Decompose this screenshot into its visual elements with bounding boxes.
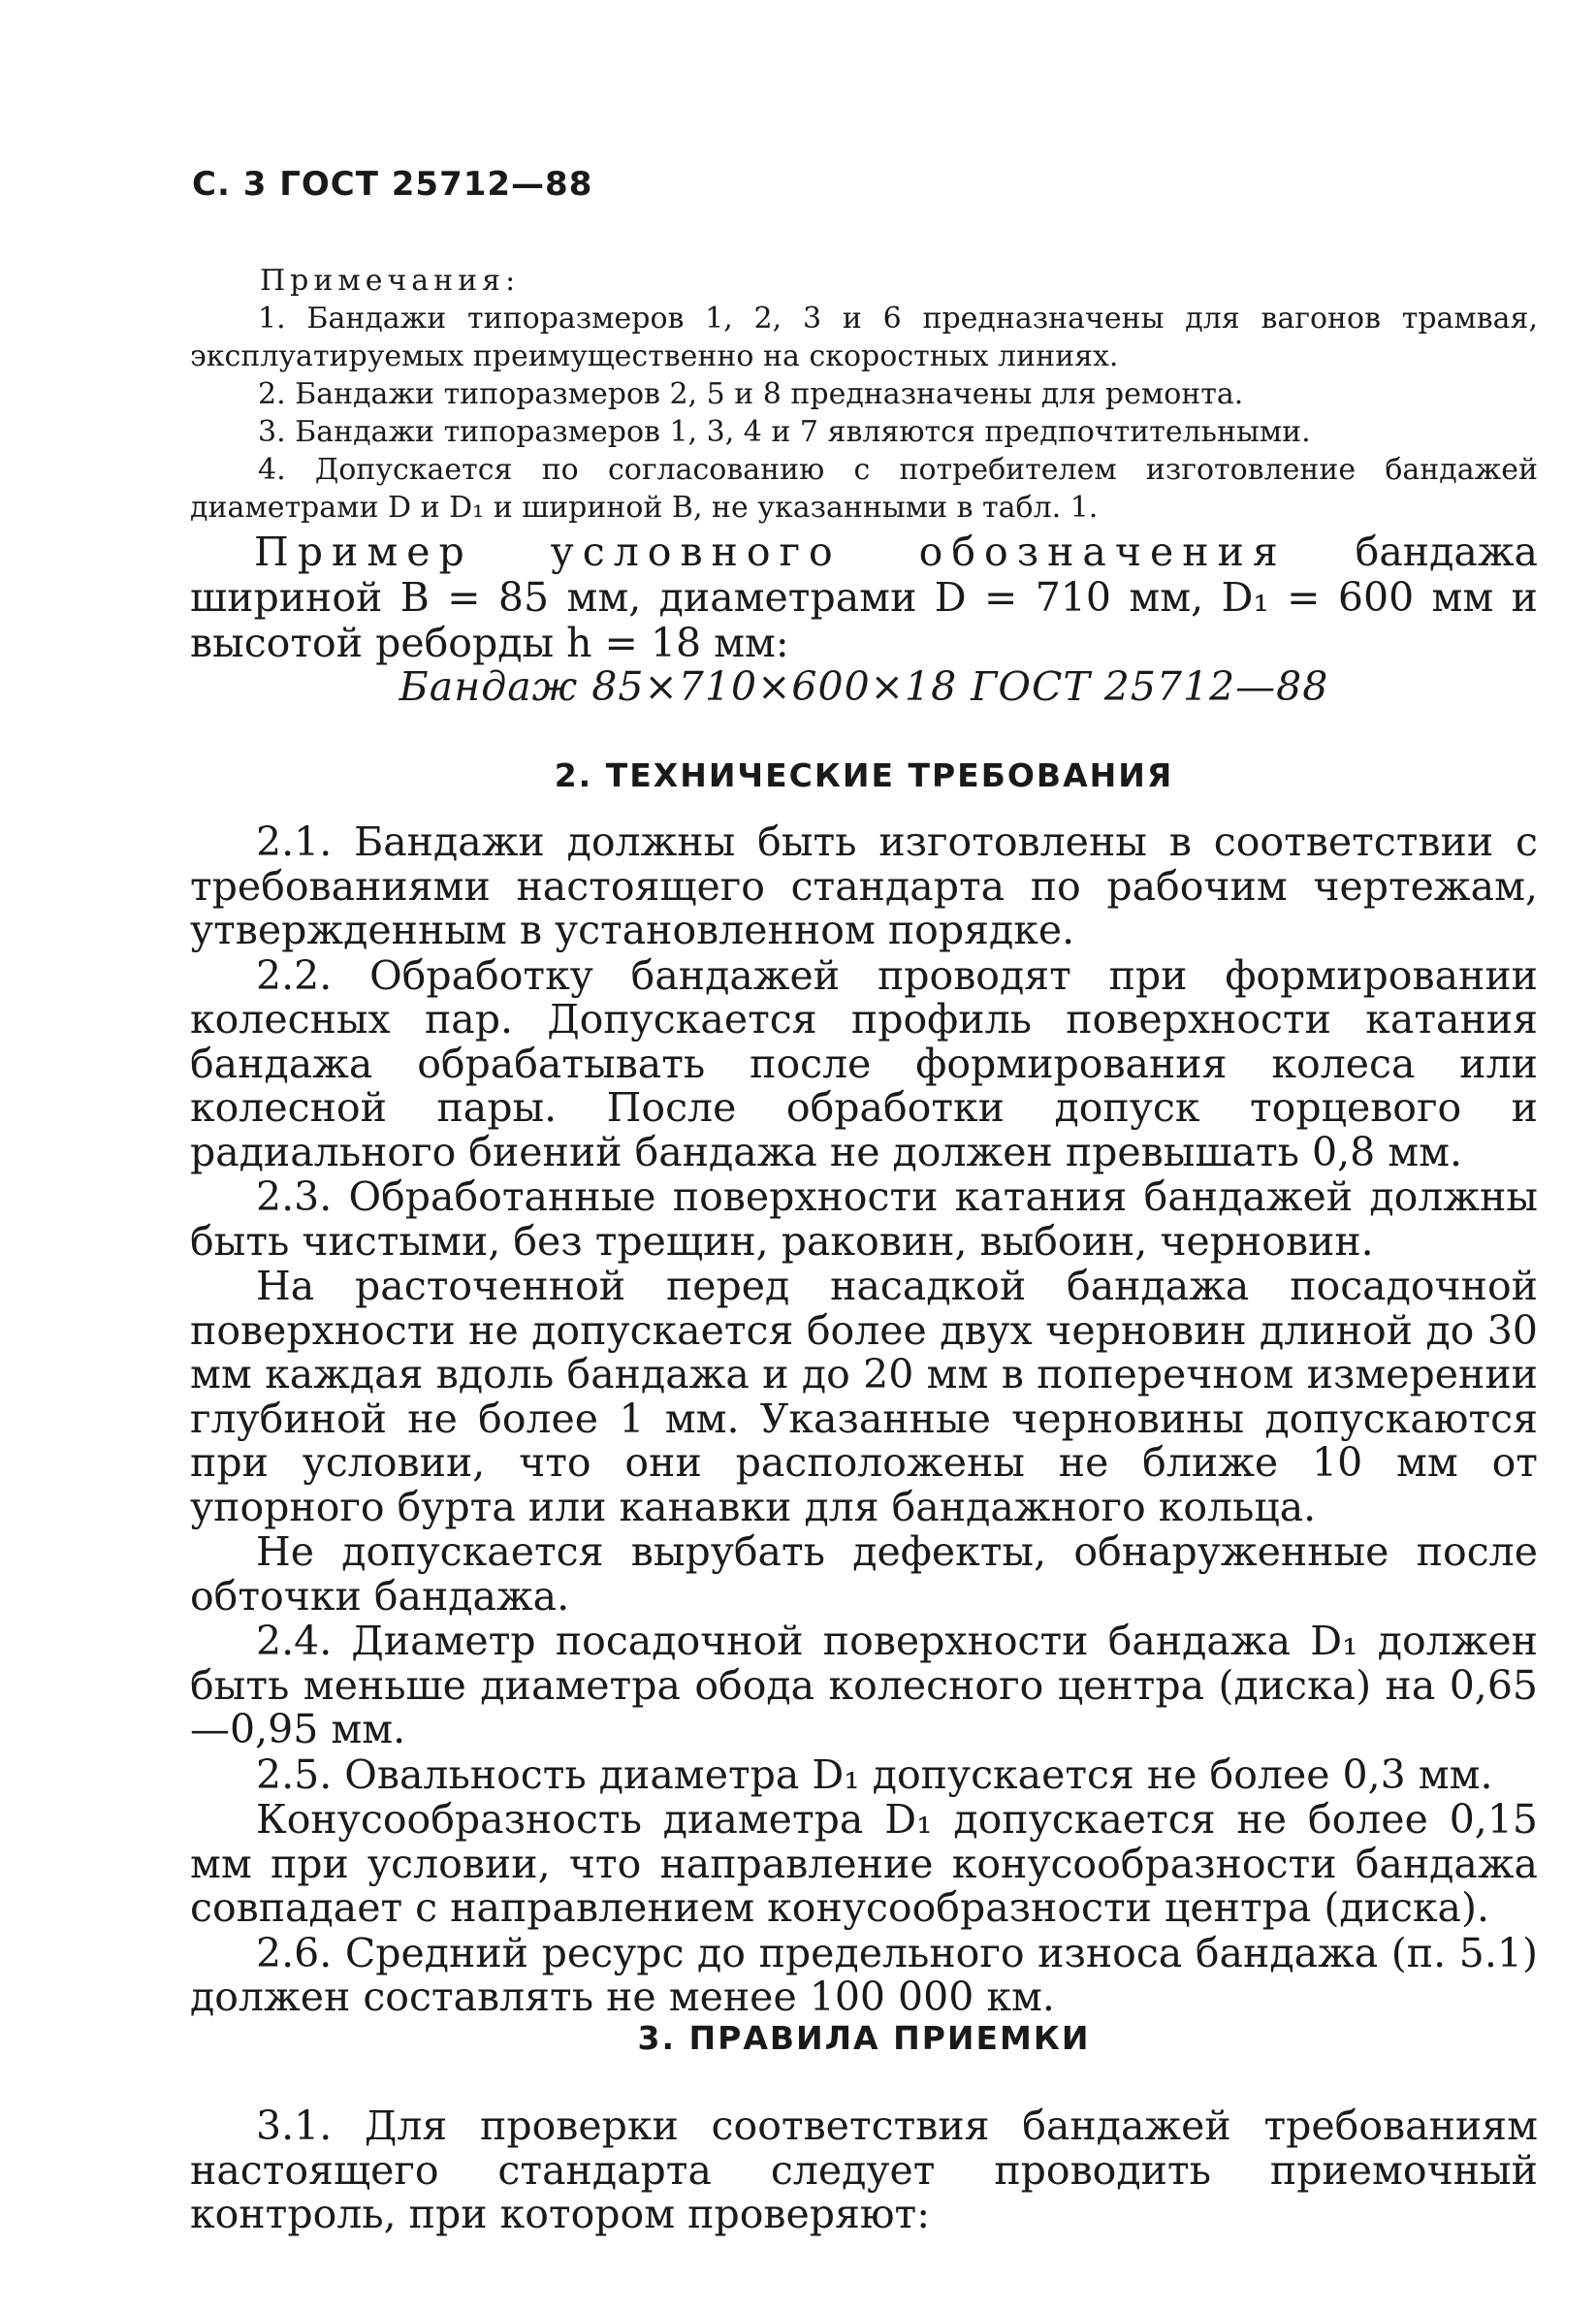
- example-text: бандажа шириной B = 85 мм, диаметрами D = 710 мм, D₁ = 600 мм и высотой реборды h = 18 мм:: [190, 529, 1538, 666]
- paragraph: 2.5. Овальность диаметра D₁ допускается не более 0,3 мм.: [256, 1750, 1493, 1798]
- paragraph: 2.2. Обработку бандажей проводят при формировании колесных пар. Допускается профиль поверхности катания бандажа обрабатывать после формирования колеса или колесной пары. После обработки допуск торцевого и радиального биений бандажа не должен превышать 0,8 мм.: [190, 951, 1538, 1175]
- notes-block: [190, 262, 1538, 527]
- paragraph: 2.4. Диаметр посадочной поверхности бандажа D₁ должен быть меньше диаметра обода колесного центра (диска) на 0,65—0,95 мм.: [190, 1618, 1538, 1752]
- page-header: С. 3 ГОСТ 25712—88: [192, 165, 593, 204]
- paragraph: На расточенной перед насадкой бандажа посадочной поверхности не допускается более двух черновин длиной до 30 мм каждая вдоль бандажа и до 20 мм в поперечном измерении глубиной не более 1 мм. Указанные черновины допускаются при условии, что они расположены не ближе 10 мм от упорного бурта или канавки для бандажного кольца.: [190, 1263, 1538, 1530]
- section-2-body: [190, 820, 1538, 2021]
- paragraph: Конусообразность диаметра D₁ допускается не более 0,15 мм при условии, что направление конусообразности бандажа совпадает с направлением конусообразности центра (диска).: [190, 1796, 1538, 1931]
- paragraph: Не допускается вырубать дефекты, обнаруженные после обточки бандажа.: [190, 1528, 1538, 1620]
- paragraph: 2.3. Обработанные поверхности катания бандажей должны быть чистыми, без трещин, раковин, выбоин, черновин.: [190, 1173, 1538, 1265]
- designation-example: [190, 530, 1538, 666]
- designation-formula: Бандаж 85×710×600×18 ГОСТ 25712—88: [399, 663, 1329, 710]
- paragraph: 2.6. Средний ресурс до предельного износа бандажа (п. 5.1) должен составлять не менее 100 000 км.: [190, 1929, 1538, 2020]
- note-item: 1. Бандажи типоразмеров 1, 2, 3 и 6 предназначены для вагонов трамвая, эксплуатируемых преимущественно на скоростных линиях.: [190, 302, 1538, 373]
- section-heading-acceptance-rules: 3. ПРАВИЛА ПРИЕМКИ: [637, 2019, 1091, 2057]
- section-3-body: [190, 2104, 1538, 2238]
- notes-title: Примечания:: [260, 264, 521, 298]
- note-item: 2. Бандажи типоразмеров 2, 5 и 8 предназначены для ремонта.: [258, 377, 1244, 411]
- example-lead: Пример условного обозначения: [254, 529, 1287, 575]
- note-item: 3. Бандажи типоразмеров 1, 3, 4 и 7 являются предпочтительными.: [258, 415, 1311, 449]
- section-heading-technical-requirements: 2. ТЕХНИЧЕСКИЕ ТРЕБОВАНИЯ: [554, 756, 1174, 794]
- note-item: 4. Допускается по согласованию с потребителем изготовление бандажей диаметрами D и D₁ и шириной B, не указанными в табл. 1.: [190, 453, 1538, 525]
- paragraph: 3.1. Для проверки соответствия бандажей требованиям настоящего стандарта следует проводить приемочный контроль, при котором проверяют:: [190, 2102, 1538, 2237]
- paragraph: 2.1. Бандажи должны быть изготовлены в соответствии с требованиями настоящего стандарта по рабочим чертежам, утвержденным в установленном порядке.: [190, 818, 1538, 953]
